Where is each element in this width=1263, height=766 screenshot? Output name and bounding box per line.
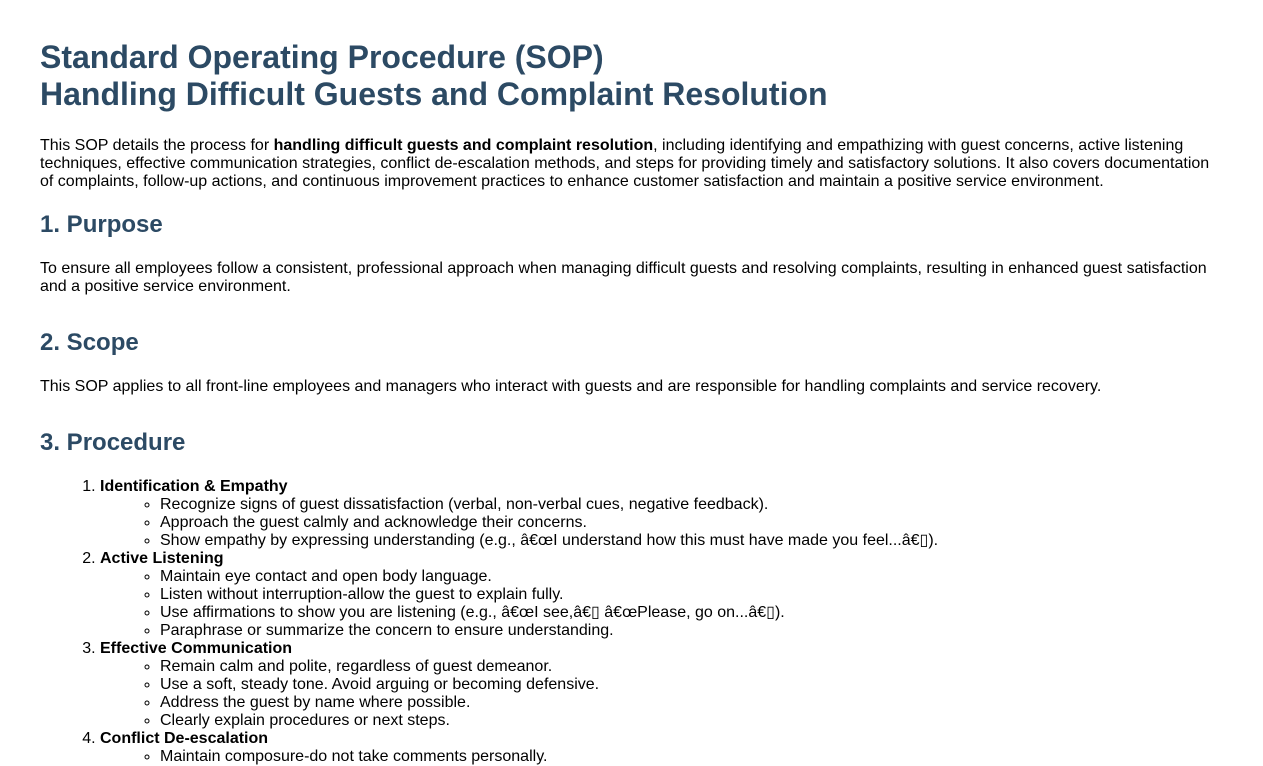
step-title: Identification & Empathy [100,478,288,495]
step-items [100,496,1223,550]
step-item: ◦ Clearly explain procedures or next steps. [160,712,1223,730]
step-title: Active Listening [100,550,224,567]
step-item: ◦ Approach the guest calmly and acknowledge their concerns. [160,514,1223,532]
step-item: ◦ Paraphrase or summarize the concern to ensure understanding. [160,622,1223,640]
step-item: ◦ Maintain composure-do not take comments personally. [160,748,1223,766]
intro-text-end: , including identifying and empathizing with guest concerns, active listening techniques, effective communication strategies, conflict de-escalation methods, and steps for providing timely and satisfactory solutions. It also covers documentation of complaints, follow-up actions, and continuous improvement practices to enhance customer satisfaction and maintain a positive service environment. [40,137,1210,190]
intro-paragraph [40,137,1223,191]
step-items [100,748,1223,766]
step-item: ◦ Maintain eye contact and open body language. [160,568,1223,586]
purpose-text: To ensure all employees follow a consistent, professional approach when managing difficult guests and resolving complaints, resulting in enhanced guest satisfaction and a positive service environment. [40,260,1207,295]
scope-heading: 2. Scope [40,329,139,356]
step-title: Effective Communication [100,640,293,657]
page-title [40,0,1223,113]
step-item: ◦ Address the guest by name where possible. [160,694,1223,712]
procedure-step [100,550,1223,640]
title-line-1: Standard Operating Procedure (SOP) [40,39,604,75]
step-title: Conflict De-escalation [100,730,269,747]
procedure-step [100,640,1223,730]
intro-text-start: This SOP details the process for [40,137,274,154]
procedure-step [100,478,1223,550]
step-items [100,568,1223,640]
title-line-2: Handling Difficult Guests and Complaint Resolution [40,76,828,112]
step-item: ◦ Use affirmations to show you are listening (e.g., â€œI see,â€▯ â€œPlease, go on...â€▯). [160,604,1223,622]
purpose-heading: 1. Purpose [40,211,163,238]
step-items [100,658,1223,730]
intro-bold-phrase: handling difficult guests and complaint resolution [273,137,654,154]
step-item: ◦ Show empathy by expressing understanding (e.g., â€œI understand how this must have made you feel...â€▯). [160,532,1223,550]
step-item: ◦ Use a soft, steady tone. Avoid arguing or becoming defensive. [160,676,1223,694]
step-item: ◦ Recognize signs of guest dissatisfaction (verbal, non-verbal cues, negative feedback). [160,496,1223,514]
step-item: ◦ Listen without interruption-allow the guest to explain fully. [160,586,1223,604]
procedure-steps [40,478,1223,766]
procedure-heading: 3. Procedure [40,429,186,456]
scope-text: This SOP applies to all front-line employees and managers who interact with guests and are responsible for handling complaints and service recovery. [40,378,1102,395]
procedure-step [100,730,1223,766]
step-item: ◦ Remain calm and polite, regardless of guest demeanor. [160,658,1223,676]
